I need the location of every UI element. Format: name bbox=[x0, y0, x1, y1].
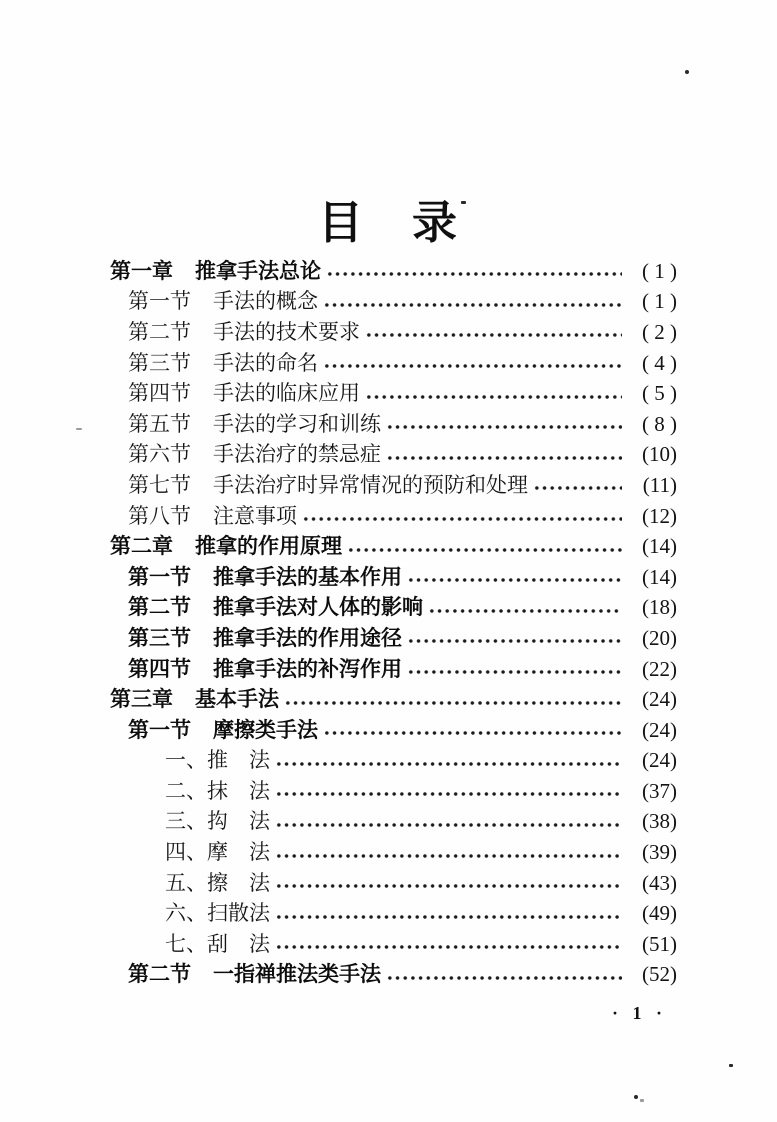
toc-entry-page: ( 1 ) bbox=[642, 258, 677, 283]
toc-entry-label: 二、 bbox=[165, 778, 207, 803]
toc-entry-title: 推拿手法总论 bbox=[195, 259, 321, 283]
toc-entry-title: 手法的概念 bbox=[213, 289, 318, 314]
toc-entry bbox=[110, 684, 677, 715]
dot-leader bbox=[275, 852, 622, 860]
toc-entry-title: 推拿手法的作用途径 bbox=[213, 626, 402, 650]
toc-entry bbox=[110, 317, 677, 348]
toc-entry-label: 五、 bbox=[165, 870, 207, 895]
toc-entry-title: 手法的学习和训练 bbox=[213, 411, 381, 436]
toc-entry-page: ( 1 ) bbox=[642, 289, 677, 314]
dot-leader bbox=[284, 699, 622, 707]
toc-entry-title: 推拿手法对人体的影响 bbox=[213, 596, 423, 620]
toc-entry-page: (37) bbox=[642, 778, 677, 803]
dot-leader bbox=[323, 301, 622, 309]
dot-leader bbox=[275, 760, 622, 768]
toc-entry-title: 基本手法 bbox=[195, 688, 279, 712]
toc-entry-title: 手法的命名 bbox=[213, 350, 318, 375]
toc-entry-title: 一指禅推法类手法 bbox=[213, 963, 381, 987]
toc-entry bbox=[110, 440, 677, 471]
dot-leader bbox=[275, 913, 622, 921]
toc-entry-page: (38) bbox=[642, 809, 677, 834]
toc-entry bbox=[110, 593, 677, 624]
toc-entry-page: (20) bbox=[642, 625, 677, 650]
scan-speck bbox=[729, 1064, 733, 1067]
toc-entry bbox=[110, 623, 677, 654]
toc-entry-page: (52) bbox=[642, 962, 677, 987]
dot-leader bbox=[275, 821, 622, 829]
toc-entry-title: 推拿手法的基本作用 bbox=[213, 565, 402, 589]
toc-entry bbox=[110, 531, 677, 562]
toc-entry-title: 抅 法 bbox=[207, 809, 270, 834]
toc-entry-label: 第一节 bbox=[128, 565, 191, 589]
toc-entry-label: 四、 bbox=[165, 840, 207, 865]
dot-leader bbox=[347, 546, 622, 554]
scan-speck bbox=[461, 201, 466, 204]
toc-entry-title: 抹 法 bbox=[207, 778, 270, 803]
toc-entry-title: 手法的临床应用 bbox=[213, 381, 360, 406]
toc-entry-label: 第一节 bbox=[128, 718, 191, 742]
page-number-footer: · 1 · bbox=[611, 1003, 667, 1023]
toc-entry-label: 第二章 bbox=[110, 535, 173, 559]
toc-entry-page: (24) bbox=[642, 748, 677, 773]
toc-entry-label: 第三节 bbox=[128, 626, 191, 650]
toc-entry-label: 第五节 bbox=[128, 411, 191, 436]
toc-entry-label: 第一章 bbox=[110, 259, 173, 283]
toc-entry-title: 摩 法 bbox=[207, 840, 270, 865]
toc-entry-label: 七、 bbox=[165, 931, 207, 956]
toc-entry bbox=[110, 837, 677, 868]
toc-entry-label: 第三章 bbox=[110, 688, 173, 712]
dot-leader bbox=[326, 270, 622, 278]
toc-entry bbox=[110, 960, 677, 991]
toc-entry bbox=[110, 562, 677, 593]
dot-leader bbox=[407, 637, 622, 645]
toc-entry-page: ( 4 ) bbox=[642, 350, 677, 375]
page-title: 目 录 bbox=[317, 197, 459, 248]
scan-speck bbox=[634, 1095, 638, 1099]
toc-entry-page: ( 8 ) bbox=[642, 411, 677, 436]
toc-entry bbox=[110, 409, 677, 440]
dot-leader bbox=[386, 454, 622, 462]
toc-entry-label: 第二节 bbox=[128, 963, 191, 987]
toc-entry-title: 推拿的作用原理 bbox=[195, 535, 342, 559]
toc-entry-label: 一、 bbox=[165, 748, 207, 773]
toc-entry-page: (10) bbox=[642, 442, 677, 467]
toc-entry bbox=[110, 807, 677, 838]
toc-entry-label: 三、 bbox=[165, 809, 207, 834]
toc-entry bbox=[110, 654, 677, 685]
dot-leader bbox=[533, 484, 622, 492]
toc-entry-title: 手法治疗的禁忌症 bbox=[213, 442, 381, 467]
toc-entry bbox=[110, 287, 677, 318]
toc-entry-page: (51) bbox=[642, 931, 677, 956]
scan-speck bbox=[640, 1099, 644, 1102]
toc-entry-page: (49) bbox=[642, 901, 677, 926]
toc-entry bbox=[110, 256, 677, 287]
toc-entry-title: 推拿手法的补泻作用 bbox=[213, 657, 402, 681]
toc-entry-label: 第七节 bbox=[128, 472, 191, 497]
toc-entry bbox=[110, 715, 677, 746]
dot-leader bbox=[428, 607, 622, 615]
toc-entry-label: 第一节 bbox=[128, 289, 191, 314]
toc-entry bbox=[110, 501, 677, 532]
toc-entry-label: 第八节 bbox=[128, 503, 191, 528]
toc-entry-page: (39) bbox=[642, 840, 677, 865]
toc-entry-title: 刮 法 bbox=[207, 931, 270, 956]
toc-entry-page: (43) bbox=[642, 870, 677, 895]
toc-entry-page: (12) bbox=[642, 503, 677, 528]
toc-entry bbox=[110, 470, 677, 501]
toc-entry bbox=[110, 929, 677, 960]
toc-entry-page: (11) bbox=[642, 472, 677, 497]
toc-entry-title: 手法治疗时异常情况的预防和处理 bbox=[213, 472, 528, 497]
toc-entry bbox=[110, 776, 677, 807]
dot-leader bbox=[275, 943, 622, 951]
toc-entry-page: ( 2 ) bbox=[642, 319, 677, 344]
toc-entry bbox=[110, 378, 677, 409]
toc-entry bbox=[110, 746, 677, 777]
toc-entry bbox=[110, 348, 677, 379]
dot-leader bbox=[407, 576, 622, 584]
dot-leader bbox=[302, 515, 622, 523]
toc-list bbox=[110, 256, 677, 990]
toc-entry-label: 第二节 bbox=[128, 596, 191, 620]
toc-entry-label: 第六节 bbox=[128, 442, 191, 467]
dot-leader bbox=[365, 393, 622, 401]
toc-entry-page: (14) bbox=[642, 534, 677, 559]
toc-entry-label: 第三节 bbox=[128, 350, 191, 375]
dot-leader bbox=[365, 331, 622, 339]
dot-leader bbox=[386, 974, 622, 982]
toc-entry bbox=[110, 868, 677, 899]
toc-entry-title: 手法的技术要求 bbox=[213, 319, 360, 344]
scan-speck bbox=[685, 70, 689, 74]
toc-entry-label: 第四节 bbox=[128, 381, 191, 406]
dot-leader bbox=[386, 423, 622, 431]
dot-leader bbox=[323, 729, 622, 737]
toc-entry-title: 摩擦类手法 bbox=[213, 718, 318, 742]
toc-entry-title: 扫散法 bbox=[207, 901, 270, 926]
toc-entry-title: 推 法 bbox=[207, 748, 270, 773]
toc-entry-page: ( 5 ) bbox=[642, 381, 677, 406]
toc-entry-page: (24) bbox=[642, 687, 677, 712]
dot-leader bbox=[407, 668, 622, 676]
toc-entry bbox=[110, 898, 677, 929]
toc-entry-title: 擦 法 bbox=[207, 870, 270, 895]
scan-speck bbox=[76, 428, 82, 430]
dot-leader bbox=[323, 362, 622, 370]
toc-entry-page: (22) bbox=[642, 656, 677, 681]
toc-entry-title: 注意事项 bbox=[213, 503, 297, 528]
toc-entry-label: 第四节 bbox=[128, 657, 191, 681]
toc-entry-label: 第二节 bbox=[128, 319, 191, 344]
toc-entry-page: (24) bbox=[642, 717, 677, 742]
dot-leader bbox=[275, 882, 622, 890]
dot-leader bbox=[275, 790, 622, 798]
toc-entry-page: (14) bbox=[642, 564, 677, 589]
toc-entry-label: 六、 bbox=[165, 901, 207, 926]
toc-entry-page: (18) bbox=[642, 595, 677, 620]
